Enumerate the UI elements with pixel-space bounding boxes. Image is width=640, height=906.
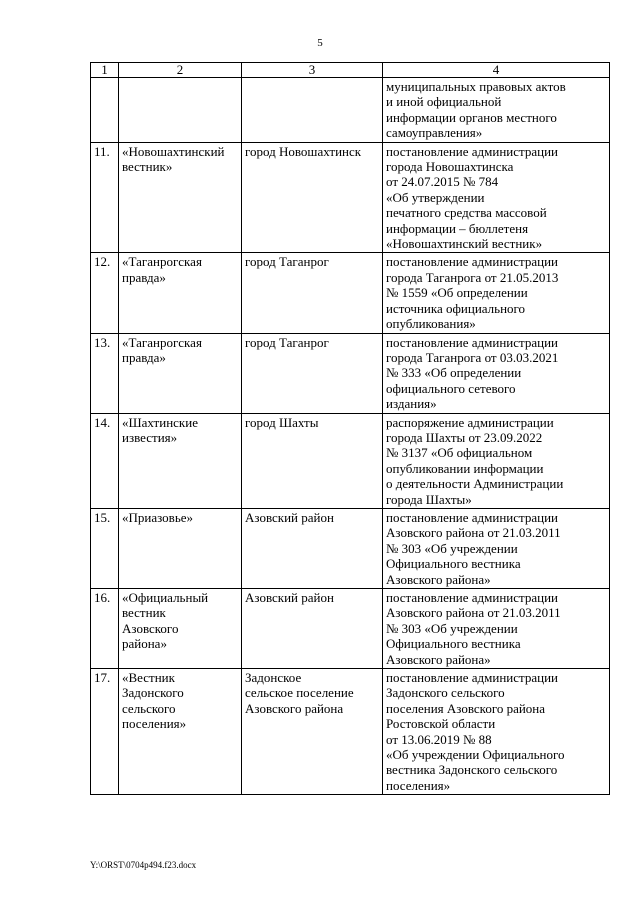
cell-name (119, 253, 242, 333)
text-line: постановление администрации (386, 509, 559, 525)
cell-act (383, 508, 610, 588)
cell-name (119, 333, 242, 413)
cell-act (383, 253, 610, 333)
cell-act (383, 78, 610, 143)
text-line: и иной официальной (386, 94, 502, 110)
text-line: № 333 «Об определении (386, 365, 522, 381)
page-number: 5 (317, 37, 323, 49)
table-row (91, 78, 610, 143)
cell-name (119, 508, 242, 588)
text-line: поселения» (386, 777, 451, 793)
text-line: город Новошахтинск (245, 143, 362, 159)
cell-territory (242, 508, 383, 588)
cell-territory (242, 142, 383, 253)
text-line: поселения» (122, 716, 187, 732)
text-line: постановление администрации (386, 590, 559, 605)
text-line: Азовский район (245, 509, 334, 525)
cell-num: 16. (91, 589, 119, 669)
table-header-row (91, 63, 610, 78)
file-path-footer: Y:\ORST\0704p494.f23.docx (90, 860, 197, 870)
text-line: распоряжение администрации (386, 414, 554, 430)
cell-act (383, 589, 610, 669)
text-line: самоуправления» (386, 125, 483, 141)
cell-territory (242, 333, 383, 413)
column-header: 1 (91, 63, 119, 78)
text-line: Азовского района от 21.03.2011 (386, 525, 561, 541)
cell-territory (242, 78, 383, 143)
text-line: Официального вестника (386, 636, 521, 652)
cell-territory (242, 253, 383, 333)
cell-name (119, 669, 242, 795)
text-line: вестник» (122, 159, 173, 175)
text-line: опубликования» (386, 316, 476, 332)
text-line: опубликовании информации (386, 460, 544, 476)
text-line: «Об утверждении (386, 189, 485, 205)
text-line: «Таганрогская (122, 334, 202, 350)
text-line: «Таганрогская (122, 254, 202, 270)
text-line: города Таганрога от 21.05.2013 (386, 269, 559, 285)
publications-table (90, 62, 610, 795)
text-line: Официального вестника (386, 556, 521, 572)
cell-act (383, 333, 610, 413)
cell-act (383, 142, 610, 253)
cell-num: 12. (91, 253, 119, 333)
cell-territory (242, 413, 383, 508)
text-line: Азовского района» (386, 651, 491, 667)
text-line: известия» (122, 429, 178, 445)
text-line: «Официальный (122, 590, 209, 605)
cell-num: 17. (91, 669, 119, 795)
text-line: Задонское (245, 670, 302, 686)
text-line: Азовского района (245, 700, 344, 716)
text-line: Азовского (122, 620, 179, 636)
text-line: города Таганрога от 03.03.2021 (386, 349, 559, 365)
text-line: «Вестник (122, 670, 175, 686)
cell-num (91, 78, 119, 143)
text-line: № 303 «Об учреждении (386, 540, 518, 556)
table-row (91, 253, 610, 333)
cell-act (383, 669, 610, 795)
text-line: сельского (122, 700, 176, 716)
text-line: № 3137 «Об официальном (386, 445, 533, 461)
table-row (91, 589, 610, 669)
column-header: 4 (383, 63, 610, 78)
text-line: «Новошахтинский (122, 143, 225, 159)
text-line: Задонского сельского (386, 685, 505, 701)
cell-num: 14. (91, 413, 119, 508)
text-line: печатного средства массовой (386, 205, 547, 221)
text-line: № 1559 «Об определении (386, 285, 528, 301)
cell-num: 15. (91, 508, 119, 588)
text-line: город Таганрог (245, 254, 329, 270)
text-line: официального сетевого (386, 380, 516, 396)
text-line: правда» (122, 349, 166, 365)
text-line: «Новошахтинский вестник» (386, 236, 543, 252)
cell-name (119, 589, 242, 669)
text-line: источника официального (386, 300, 526, 316)
text-line: от 13.06.2019 № 88 (386, 731, 492, 747)
text-line: о деятельности Администрации (386, 476, 564, 492)
text-line: постановление администрации (386, 670, 559, 686)
text-line: № 303 «Об учреждении (386, 620, 518, 636)
table-row (91, 142, 610, 253)
text-line: Азовского района от 21.03.2011 (386, 605, 561, 621)
text-line: постановление администрации (386, 254, 559, 270)
text-line: город Шахты (245, 414, 319, 430)
cell-num: 13. (91, 333, 119, 413)
text-line: «Приазовье» (122, 509, 194, 525)
text-line: Задонского (122, 685, 184, 701)
text-line: города Шахты от 23.09.2022 (386, 429, 543, 445)
text-line: вестник (122, 605, 166, 621)
text-line: муниципальных правовых актов (386, 79, 566, 94)
cell-name (119, 413, 242, 508)
text-line: сельское поселение (245, 685, 354, 701)
text-line: постановление администрации (386, 143, 559, 159)
text-line: Азовский район (245, 590, 334, 605)
text-line: «Шахтинские (122, 414, 198, 430)
text-line: «Об учреждении Официального (386, 747, 565, 763)
text-line: издания» (386, 396, 437, 412)
text-line: города Новошахтинска (386, 159, 514, 175)
text-line: город Таганрог (245, 334, 329, 350)
text-line: от 24.07.2015 № 784 (386, 174, 499, 190)
text-line: информации – бюллетеня (386, 220, 529, 236)
table-row (91, 669, 610, 795)
cell-name (119, 142, 242, 253)
cell-territory (242, 589, 383, 669)
text-line: города Шахты» (386, 491, 472, 507)
text-line: Ростовской области (386, 716, 496, 732)
column-header: 2 (119, 63, 242, 78)
text-line: постановление администрации (386, 334, 559, 350)
text-line: вестника Задонского сельского (386, 762, 558, 778)
table-row (91, 508, 610, 588)
cell-num: 11. (91, 142, 119, 253)
text-line: правда» (122, 269, 166, 285)
text-line: информации органов местного (386, 109, 557, 125)
text-line: Азовского района» (386, 571, 491, 587)
table-row (91, 333, 610, 413)
cell-act (383, 413, 610, 508)
cell-territory (242, 669, 383, 795)
column-header: 3 (242, 63, 383, 78)
text-line: района» (122, 636, 167, 652)
cell-name (119, 78, 242, 143)
text-line: поселения Азовского района (386, 700, 546, 716)
table-row (91, 413, 610, 508)
